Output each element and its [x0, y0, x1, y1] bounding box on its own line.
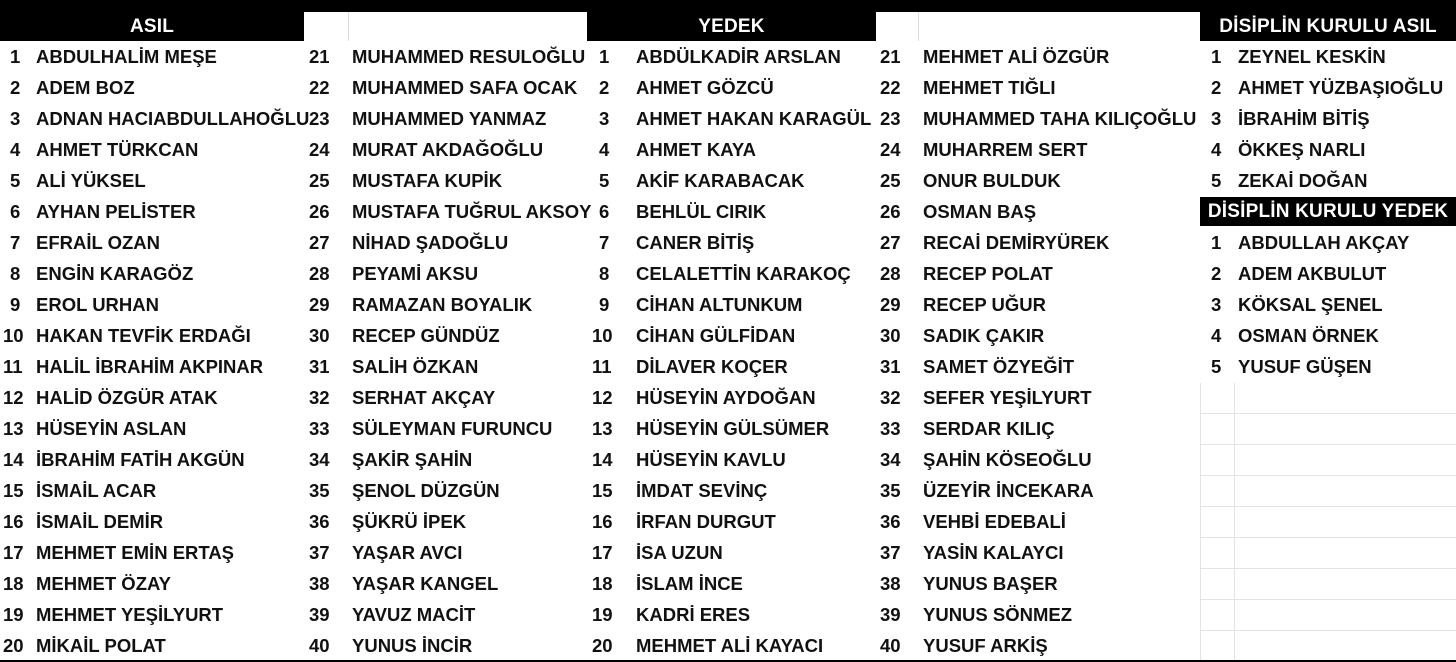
row-number: 17	[592, 542, 613, 563]
member-name: İSMAİL ACAR	[36, 480, 157, 501]
row-number: 1	[10, 46, 21, 67]
list-item	[304, 258, 591, 289]
member-name: HÜSEYİN GÜLSÜMER	[636, 418, 830, 439]
row-number: 36	[309, 511, 330, 532]
header-gridline	[348, 12, 349, 41]
list-item	[876, 382, 1196, 413]
header-blank-yedek-2	[876, 12, 1200, 41]
list-item	[1200, 134, 1443, 165]
list-item	[0, 196, 309, 227]
member-name: MUHAMMED YANMAZ	[352, 108, 547, 129]
row-number: 26	[880, 201, 901, 222]
list-item	[304, 134, 591, 165]
row-number: 16	[592, 511, 613, 532]
member-name: ZEYNEL KESKİN	[1238, 46, 1386, 67]
member-name: CELALETTİN KARAKOÇ	[636, 263, 851, 284]
list-item	[304, 320, 591, 351]
member-name: BEHLÜL CIRIK	[636, 201, 767, 222]
row-number: 13	[3, 418, 24, 439]
row-number: 40	[880, 635, 901, 656]
row-number: 4	[599, 139, 610, 160]
member-name: CİHAN ALTUNKUM	[636, 294, 803, 315]
list-item	[304, 196, 591, 227]
list-item	[876, 599, 1196, 630]
row-number: 12	[592, 387, 613, 408]
list-item	[0, 72, 309, 103]
header-yedek: YEDEK	[587, 12, 876, 41]
row-number: 4	[10, 139, 21, 160]
list-item	[876, 258, 1196, 289]
member-name: YAŞAR KANGEL	[352, 573, 499, 594]
member-name: SERHAT AKÇAY	[352, 387, 496, 408]
row-number: 8	[599, 263, 610, 284]
row-number: 30	[309, 325, 330, 346]
list-item	[876, 41, 1196, 72]
list-item	[0, 165, 309, 196]
member-name: ADEM BOZ	[36, 77, 135, 98]
list-item	[0, 351, 309, 382]
row-number: 6	[599, 201, 610, 222]
row-number: 35	[880, 480, 901, 501]
row-number: 36	[880, 511, 901, 532]
row-number: 2	[1211, 263, 1222, 284]
row-number: 3	[1211, 108, 1222, 129]
row-number: 5	[10, 170, 21, 191]
row-number: 29	[309, 294, 330, 315]
row-number: 37	[880, 542, 901, 563]
member-name: SAMET ÖZYEĞİT	[923, 356, 1075, 377]
list-item	[876, 537, 1196, 568]
row-number: 35	[309, 480, 330, 501]
list-item	[304, 103, 591, 134]
member-name: YUSUF ARKİŞ	[923, 635, 1048, 656]
row-number: 34	[309, 449, 330, 470]
member-name: RECEP GÜNDÜZ	[352, 325, 500, 346]
row-number: 2	[1211, 77, 1222, 98]
list-item	[304, 41, 591, 72]
list-item	[587, 41, 871, 72]
member-name: MUHAMMED TAHA KILIÇOĞLU	[923, 108, 1197, 129]
row-number: 28	[309, 263, 330, 284]
row-number: 19	[592, 604, 613, 625]
row-number: 3	[599, 108, 610, 129]
list-item	[1200, 351, 1409, 382]
list-item	[0, 227, 309, 258]
member-name: YUSUF GÜŞEN	[1238, 356, 1372, 377]
row-number: 23	[309, 108, 330, 129]
member-name: ŞAKİR ŞAHİN	[352, 449, 473, 470]
row-number: 5	[1211, 170, 1222, 191]
member-name: RAMAZAN BOYALIK	[352, 294, 533, 315]
member-name: ŞAHİN KÖSEOĞLU	[923, 449, 1092, 470]
member-name: HÜSEYİN ASLAN	[36, 418, 187, 439]
row-number: 6	[10, 201, 21, 222]
row-number: 10	[3, 325, 24, 346]
member-name: OSMAN ÖRNEK	[1238, 325, 1379, 346]
list-item	[1200, 72, 1443, 103]
member-name: MURAT AKDAĞOĞLU	[352, 139, 544, 160]
member-name: NİHAD ŞADOĞLU	[352, 232, 509, 253]
member-name: İSLAM İNCE	[636, 573, 743, 594]
member-name: YUNUS İNCİR	[352, 635, 473, 656]
list-item	[0, 134, 309, 165]
list-item	[587, 351, 871, 382]
row-number: 1	[599, 46, 610, 67]
row-number: 22	[309, 77, 330, 98]
list-item	[876, 196, 1196, 227]
member-name: HÜSEYİN AYDOĞAN	[636, 387, 816, 408]
row-number: 19	[3, 604, 24, 625]
list-item	[1200, 320, 1409, 351]
list-asil-1	[0, 41, 309, 661]
row-number: 39	[309, 604, 330, 625]
member-name: MEHMET TIĞLI	[923, 77, 1056, 98]
member-name: RECEP UĞUR	[923, 294, 1047, 315]
row-number: 7	[599, 232, 610, 253]
row-number: 25	[880, 170, 901, 191]
member-name: İBRAHİM BİTİŞ	[1238, 108, 1370, 129]
list-item	[304, 568, 591, 599]
member-name: ADNAN HACIABDULLAHOĞLU	[36, 108, 310, 129]
list-item	[0, 537, 309, 568]
row-number: 28	[880, 263, 901, 284]
member-name: ALİ YÜKSEL	[36, 170, 146, 191]
row-number: 2	[10, 77, 21, 98]
row-number: 11	[592, 356, 612, 377]
list-item	[876, 227, 1196, 258]
row-number: 15	[3, 480, 24, 501]
list-item	[304, 413, 591, 444]
row-number: 27	[880, 232, 901, 253]
row-number: 1	[1211, 46, 1222, 67]
member-name: ZEKAİ DOĞAN	[1238, 170, 1368, 191]
row-number: 39	[880, 604, 901, 625]
list-item	[876, 413, 1196, 444]
list-yedek-1	[587, 41, 871, 661]
row-number: 26	[309, 201, 330, 222]
list-item	[876, 351, 1196, 382]
list-item	[587, 599, 871, 630]
list-item	[587, 382, 871, 413]
list-item	[0, 568, 309, 599]
row-number: 1	[1211, 232, 1222, 253]
member-name: ENGİN KARAGÖZ	[36, 263, 194, 284]
empty-grid-cells	[1200, 383, 1456, 662]
member-name: AHMET YÜZBAŞIOĞLU	[1238, 77, 1444, 98]
member-name: MUSTAFA KUPİK	[352, 170, 503, 191]
list-item	[0, 320, 309, 351]
header-disiplin-asil: DİSİPLİN KURULU ASIL	[1200, 12, 1456, 41]
list-item	[876, 165, 1196, 196]
member-name: HALİD ÖZGÜR ATAK	[36, 387, 218, 408]
member-name: SALİH ÖZKAN	[352, 356, 479, 377]
member-name: AHMET GÖZCÜ	[636, 77, 774, 98]
list-yedek-2	[876, 41, 1196, 661]
list-item	[304, 382, 591, 413]
row-number: 33	[309, 418, 330, 439]
row-number: 3	[10, 108, 21, 129]
list-item	[1200, 258, 1409, 289]
list-item	[587, 134, 871, 165]
list-item	[1200, 41, 1443, 72]
member-name: SERDAR KILIÇ	[923, 418, 1055, 439]
row-number: 5	[599, 170, 610, 191]
list-item	[587, 258, 871, 289]
row-number: 37	[309, 542, 330, 563]
member-name: YAVUZ MACİT	[352, 604, 476, 625]
row-number: 30	[880, 325, 901, 346]
list-item	[876, 289, 1196, 320]
list-item	[876, 630, 1196, 661]
row-number: 32	[880, 387, 901, 408]
row-number: 15	[592, 480, 613, 501]
row-number: 11	[3, 356, 23, 377]
member-name: OSMAN BAŞ	[923, 201, 1037, 222]
member-name: ABDULHALİM MEŞE	[36, 46, 217, 67]
list-disiplin-asil	[1200, 41, 1443, 196]
list-item	[876, 72, 1196, 103]
row-number: 8	[10, 263, 21, 284]
row-number: 21	[880, 46, 901, 67]
member-name: AHMET TÜRKCAN	[36, 139, 199, 160]
member-name: MUHAMMED RESULOĞLU	[352, 46, 586, 67]
list-item	[304, 351, 591, 382]
list-item	[587, 444, 871, 475]
row-number: 33	[880, 418, 901, 439]
member-name: VEHBİ EDEBALİ	[923, 511, 1066, 532]
row-number: 9	[10, 294, 21, 315]
member-name: MEHMET ÖZAY	[36, 573, 171, 594]
header-disiplin-yedek: DİSİPLİN KURULU YEDEK	[1200, 197, 1456, 226]
row-number: 4	[1211, 139, 1222, 160]
list-item	[876, 475, 1196, 506]
list-item	[876, 506, 1196, 537]
list-item	[876, 320, 1196, 351]
row-number: 34	[880, 449, 901, 470]
member-name: CİHAN GÜLFİDAN	[636, 325, 796, 346]
header-asil: ASIL	[0, 12, 304, 41]
row-number: 38	[309, 573, 330, 594]
list-item	[587, 475, 871, 506]
list-item	[587, 196, 871, 227]
list-item	[587, 413, 871, 444]
member-name: YAŞAR AVCI	[352, 542, 463, 563]
member-name: AYHAN PELİSTER	[36, 201, 196, 222]
member-name: İSA UZUN	[636, 542, 723, 563]
list-item	[0, 444, 309, 475]
list-item	[587, 320, 871, 351]
row-number: 14	[592, 449, 613, 470]
member-name: RECAİ DEMİRYÜREK	[923, 232, 1110, 253]
list-item	[1200, 165, 1443, 196]
row-number: 4	[1211, 325, 1222, 346]
member-name: MUSTAFA TUĞRUL AKSOY	[352, 201, 592, 222]
row-number: 10	[592, 325, 613, 346]
member-name: AHMET HAKAN KARAGÜL	[636, 108, 872, 129]
list-item	[587, 568, 871, 599]
list-item	[587, 537, 871, 568]
member-name: ABDÜLKADİR ARSLAN	[636, 46, 841, 67]
row-number: 23	[880, 108, 901, 129]
list-item	[0, 103, 309, 134]
row-number: 24	[880, 139, 901, 160]
row-number: 5	[1211, 356, 1222, 377]
member-name: MİKAİL POLAT	[36, 635, 166, 656]
row-number: 25	[309, 170, 330, 191]
list-item	[0, 475, 309, 506]
list-item	[304, 444, 591, 475]
list-item	[0, 413, 309, 444]
member-name: RECEP POLAT	[923, 263, 1053, 284]
row-number: 24	[309, 139, 330, 160]
list-item	[0, 258, 309, 289]
member-name: AHMET KAYA	[636, 139, 756, 160]
member-name: ONUR BULDUK	[923, 170, 1061, 191]
row-number: 7	[10, 232, 21, 253]
member-name: MEHMET ALİ KAYACI	[636, 635, 824, 656]
member-name: SADIK ÇAKIR	[923, 325, 1045, 346]
member-name: YUNUS SÖNMEZ	[923, 604, 1073, 625]
member-name: EROL URHAN	[36, 294, 159, 315]
member-name: MUHARREM SERT	[923, 139, 1088, 160]
member-name: MEHMET YEŞİLYURT	[36, 604, 224, 625]
list-item	[0, 599, 309, 630]
row-number: 12	[3, 387, 24, 408]
list-item	[1200, 227, 1409, 258]
row-number: 18	[592, 573, 613, 594]
row-number: 31	[880, 356, 901, 377]
row-number: 27	[309, 232, 330, 253]
list-item	[0, 506, 309, 537]
list-item	[304, 289, 591, 320]
member-name: EFRAİL OZAN	[36, 232, 161, 253]
member-name: ABDULLAH AKÇAY	[1238, 232, 1410, 253]
list-item	[0, 289, 309, 320]
list-item	[304, 475, 591, 506]
list-item	[876, 103, 1196, 134]
member-name: HAKAN TEVFİK ERDAĞI	[36, 325, 251, 346]
row-number: 22	[880, 77, 901, 98]
row-number: 16	[3, 511, 24, 532]
member-name: HÜSEYİN KAVLU	[636, 449, 786, 470]
row-number: 21	[309, 46, 330, 67]
member-name: PEYAMİ AKSU	[352, 263, 479, 284]
member-name: DİLAVER KOÇER	[636, 356, 788, 377]
top-header-bar	[0, 0, 1456, 12]
list-item	[587, 72, 871, 103]
list-item	[304, 630, 591, 661]
list-item	[0, 41, 309, 72]
list-item	[1200, 289, 1409, 320]
row-number: 2	[599, 77, 610, 98]
member-name: MUHAMMED SAFA OCAK	[352, 77, 578, 98]
row-number: 20	[592, 635, 613, 656]
list-item	[304, 72, 591, 103]
member-name: HALİL İBRAHİM AKPINAR	[36, 356, 264, 377]
list-item	[876, 134, 1196, 165]
header-blank-asil-2	[304, 12, 587, 41]
member-name: ÜZEYİR İNCEKARA	[923, 480, 1094, 501]
row-number: 14	[3, 449, 24, 470]
member-name: KADRİ ERES	[636, 604, 751, 625]
member-name: İBRAHİM FATİH AKGÜN	[36, 449, 245, 470]
row-number: 18	[3, 573, 24, 594]
row-number: 38	[880, 573, 901, 594]
row-number: 20	[3, 635, 24, 656]
row-number: 13	[592, 418, 613, 439]
list-item	[876, 444, 1196, 475]
list-item	[587, 506, 871, 537]
list-asil-2	[304, 41, 591, 661]
member-name: İMDAT SEVİNÇ	[636, 480, 768, 501]
row-number: 31	[309, 356, 330, 377]
member-name: İRFAN DURGUT	[636, 511, 776, 532]
header-gridline	[918, 12, 919, 41]
list-item	[0, 382, 309, 413]
member-name: YASİN KALAYCI	[923, 542, 1064, 563]
list-item	[304, 599, 591, 630]
list-disiplin-yedek	[1200, 227, 1409, 382]
list-item	[1200, 103, 1443, 134]
row-number: 32	[309, 387, 330, 408]
list-item	[587, 165, 871, 196]
member-name: ŞENOL DÜZGÜN	[352, 480, 500, 501]
row-number: 29	[880, 294, 901, 315]
list-item	[304, 227, 591, 258]
row-number: 9	[599, 294, 610, 315]
list-item	[304, 165, 591, 196]
member-name: YUNUS BAŞER	[923, 573, 1058, 594]
member-name: MEHMET ALİ ÖZGÜR	[923, 46, 1110, 67]
row-number: 17	[3, 542, 24, 563]
list-item	[587, 103, 871, 134]
member-name: KÖKSAL ŞENEL	[1238, 294, 1383, 315]
member-name: İSMAİL DEMİR	[36, 511, 164, 532]
list-item	[587, 289, 871, 320]
member-name: MEHMET EMİN ERTAŞ	[36, 542, 235, 563]
member-name: SÜLEYMAN FURUNCU	[352, 418, 553, 439]
row-number: 40	[309, 635, 330, 656]
member-name: ÖKKEŞ NARLI	[1238, 139, 1366, 160]
member-name: SEFER YEŞİLYURT	[923, 387, 1092, 408]
list-item	[587, 630, 871, 661]
list-item	[876, 568, 1196, 599]
member-name: CANER BİTİŞ	[636, 232, 755, 253]
list-item	[304, 506, 591, 537]
member-name: ŞÜKRÜ İPEK	[352, 511, 467, 532]
list-item	[304, 537, 591, 568]
list-item	[587, 227, 871, 258]
member-name: AKİF KARABACAK	[636, 170, 805, 191]
member-name: ADEM AKBULUT	[1238, 263, 1387, 284]
row-number: 3	[1211, 294, 1222, 315]
list-item	[0, 630, 309, 661]
